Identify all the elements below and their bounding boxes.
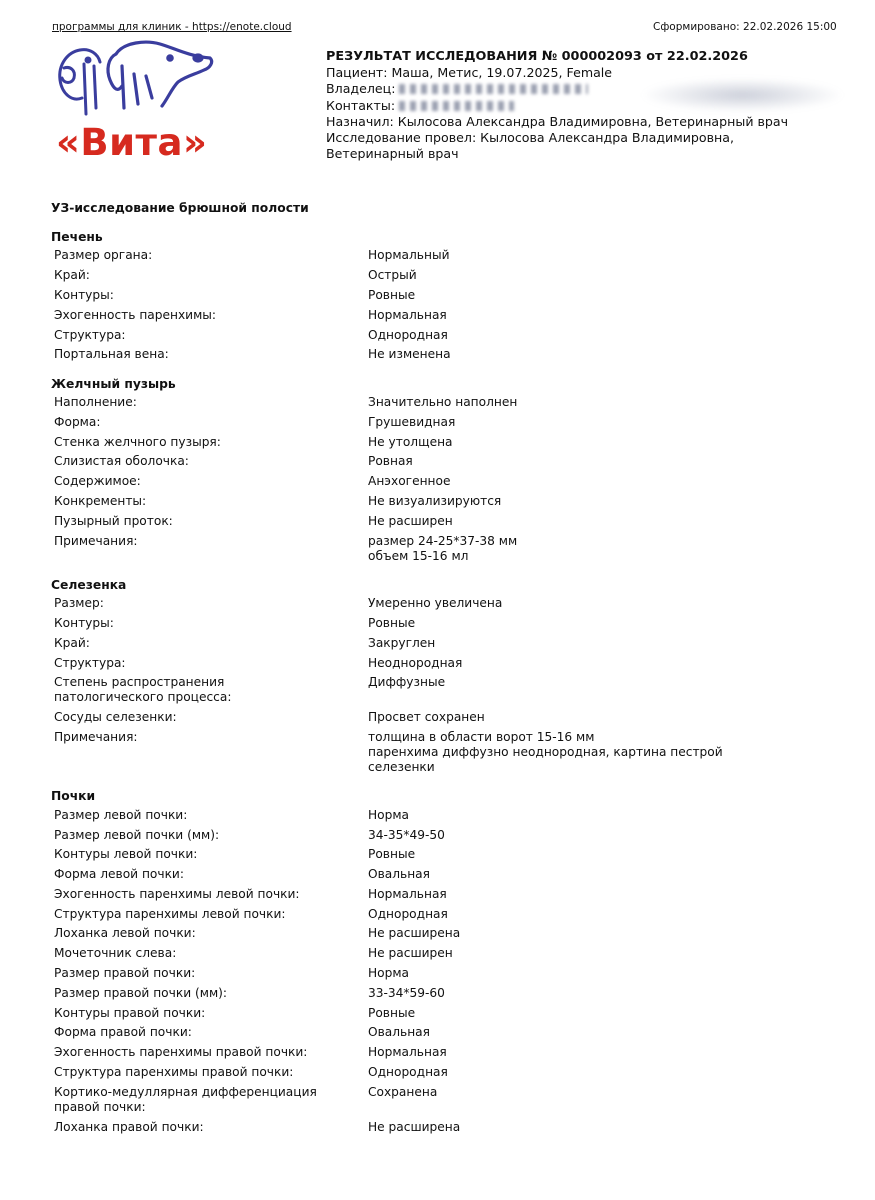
result-title: РЕЗУЛЬТАТ ИССЛЕДОВАНИЯ № 000002093 от 22.02.2026 bbox=[326, 49, 748, 64]
row-label: Структура паренхимы правой почки: bbox=[54, 1064, 294, 1079]
report-row bbox=[51, 594, 851, 614]
row-value: Диффузные bbox=[368, 675, 446, 690]
row-label: Примечания: bbox=[54, 730, 138, 745]
report-row bbox=[51, 492, 851, 512]
report-row bbox=[51, 325, 851, 345]
parrot-icon bbox=[60, 50, 100, 114]
report-row bbox=[51, 246, 851, 266]
row-label: Пузырный проток: bbox=[54, 513, 173, 528]
row-value: Неоднородная bbox=[368, 655, 463, 670]
row-label: Слизистая оболочка: bbox=[54, 454, 189, 469]
report-row bbox=[51, 708, 851, 728]
row-value: Ровные bbox=[368, 287, 416, 302]
report-row bbox=[51, 266, 851, 286]
row-label: Содержимое: bbox=[54, 474, 141, 489]
report-row bbox=[51, 412, 851, 432]
row-label: Структура паренхимы левой почки: bbox=[54, 906, 286, 921]
report-row bbox=[51, 393, 851, 413]
report-section bbox=[51, 788, 851, 1137]
row-label: Контуры: bbox=[54, 616, 114, 631]
row-value: Нормальная bbox=[368, 1045, 447, 1060]
report-row bbox=[51, 1003, 851, 1023]
report-row bbox=[51, 1043, 851, 1063]
report-content bbox=[51, 229, 851, 1148]
row-value: Не утолщена bbox=[368, 434, 453, 449]
row-value: 34-35*49-50 bbox=[368, 827, 445, 842]
redaction-blur bbox=[640, 78, 845, 112]
report-row bbox=[51, 432, 851, 452]
report-section bbox=[51, 229, 851, 365]
row-value: Ровная bbox=[368, 454, 413, 469]
report-section bbox=[51, 577, 851, 777]
row-label: Край: bbox=[54, 268, 90, 283]
patient-line: Пациент: Маша, Метис, 19.07.2025, Female bbox=[326, 65, 613, 81]
owner-label: Владелец: bbox=[326, 81, 400, 97]
row-label: Размер правой почки (мм): bbox=[54, 985, 227, 1000]
row-value: Анэхогенное bbox=[368, 474, 451, 489]
row-label: Эхогенность паренхимы: bbox=[54, 307, 217, 322]
row-value: Не визуализируются bbox=[368, 493, 502, 508]
row-value: Ровные bbox=[368, 1005, 416, 1020]
row-value: Острый bbox=[368, 268, 417, 283]
performed-line-2: Ветеринарный врач bbox=[326, 146, 459, 162]
section-title: Селезенка bbox=[51, 577, 127, 592]
row-label: Контуры: bbox=[54, 287, 114, 302]
row-value: Нормальная bbox=[368, 886, 447, 901]
row-value: Просвет сохранен bbox=[368, 710, 485, 725]
report-row bbox=[51, 904, 851, 924]
row-label: Размер левой почки: bbox=[54, 807, 188, 822]
row-label: Наполнение: bbox=[54, 395, 137, 410]
section-title: Почки bbox=[51, 789, 96, 804]
assigned-line: Назначил: Кылосова Александра Владимировна, Ветеринарный врач bbox=[326, 113, 789, 129]
report-row bbox=[51, 286, 851, 306]
row-value: Нормальная bbox=[368, 307, 447, 322]
row-value: размер 24-25*37-38 мм объем 15-16 мл bbox=[368, 533, 518, 563]
report-row bbox=[51, 924, 851, 944]
row-label: Примечания: bbox=[54, 533, 138, 548]
row-value: Норма bbox=[368, 807, 410, 822]
row-label: Мочеточник слева: bbox=[54, 946, 177, 961]
row-label: Форма правой почки: bbox=[54, 1025, 192, 1040]
section-title: Печень bbox=[51, 230, 103, 244]
report-row bbox=[51, 944, 851, 964]
row-value: Не расширена bbox=[368, 1119, 461, 1134]
row-label: Конкременты: bbox=[54, 493, 147, 508]
report-row bbox=[51, 614, 851, 634]
row-label: Размер органа: bbox=[54, 248, 153, 263]
generated-timestamp: Сформировано: 22.02.2026 15:00 bbox=[653, 21, 837, 33]
report-row bbox=[51, 845, 851, 865]
row-label: Кортико-медуллярная дифференциация правой почки: bbox=[54, 1084, 317, 1114]
row-value: Закруглен bbox=[368, 635, 436, 650]
row-label: Контуры правой почки: bbox=[54, 1005, 206, 1020]
row-value: Не расширен bbox=[368, 513, 453, 528]
row-value: Овальная bbox=[368, 1025, 430, 1040]
row-label: Стенка желчного пузыря: bbox=[54, 434, 221, 449]
row-label: Форма левой почки: bbox=[54, 867, 184, 882]
row-value: Значительно наполнен bbox=[368, 395, 518, 410]
report-row bbox=[51, 728, 851, 778]
top-link[interactable]: программы для клиник - https://enote.cloud bbox=[52, 21, 292, 33]
row-label: Размер левой почки (мм): bbox=[54, 827, 220, 842]
report-row bbox=[51, 634, 851, 654]
row-label: Размер правой почки: bbox=[54, 966, 196, 981]
contacts-label: Контакты: bbox=[326, 97, 400, 113]
row-label: Край: bbox=[54, 635, 90, 650]
owner-redacted bbox=[399, 81, 588, 96]
section-title: Желчный пузырь bbox=[51, 376, 176, 391]
row-label: Контуры левой почки: bbox=[54, 847, 198, 862]
report-row bbox=[51, 673, 851, 708]
report-row bbox=[51, 885, 851, 905]
row-value: Грушевидная bbox=[368, 414, 456, 429]
row-label: Лоханка левой почки: bbox=[54, 926, 196, 941]
row-value: Однородная bbox=[368, 906, 448, 921]
report-row bbox=[51, 825, 851, 845]
row-value: Норма bbox=[368, 966, 410, 981]
row-value: Не расширен bbox=[368, 946, 453, 961]
document-title: УЗ-исследование брюшной полости bbox=[51, 201, 309, 215]
row-value: Однородная bbox=[368, 327, 448, 342]
report-row bbox=[51, 345, 851, 365]
report-row bbox=[51, 1082, 851, 1117]
report-row bbox=[51, 1023, 851, 1043]
row-label: Размер: bbox=[54, 596, 104, 611]
row-value: Сохранена bbox=[368, 1084, 438, 1099]
performed-line-1: Исследование провел: Кылосова Александра Владимировна, bbox=[326, 130, 734, 146]
report-row bbox=[51, 305, 851, 325]
report-row bbox=[51, 452, 851, 472]
row-label: Лоханка правой почки: bbox=[54, 1119, 204, 1134]
report-row bbox=[51, 531, 851, 566]
row-label: Эхогенность паренхимы левой почки: bbox=[54, 886, 300, 901]
row-value: Овальная bbox=[368, 867, 430, 882]
row-label: Степень распространения патологического процесса: bbox=[54, 675, 232, 705]
row-value: Ровные bbox=[368, 616, 416, 631]
row-label: Структура: bbox=[54, 655, 126, 670]
report-section bbox=[51, 376, 851, 566]
report-row bbox=[51, 653, 851, 673]
report-row bbox=[51, 472, 851, 492]
row-label: Форма: bbox=[54, 414, 101, 429]
row-value: 33-34*59-60 bbox=[368, 985, 445, 1000]
report-row bbox=[51, 1063, 851, 1083]
report-row bbox=[51, 511, 851, 531]
report-row bbox=[51, 983, 851, 1003]
row-value: Не расширена bbox=[368, 926, 461, 941]
report-row bbox=[51, 1117, 851, 1137]
row-label: Портальная вена: bbox=[54, 347, 169, 362]
report-row bbox=[51, 964, 851, 984]
row-label: Сосуды селезенки: bbox=[54, 710, 177, 725]
contacts-redacted bbox=[399, 98, 514, 113]
row-value: Нормальный bbox=[368, 248, 450, 263]
row-label: Эхогенность паренхимы правой почки: bbox=[54, 1045, 308, 1060]
row-value: Ровные bbox=[368, 847, 416, 862]
row-value: Умеренно увеличена bbox=[368, 596, 503, 611]
row-value: Не изменена bbox=[368, 347, 451, 362]
row-value: толщина в области ворот 15-16 мм паренхима диффузно неоднородная, картина пестрой селезенки bbox=[368, 730, 723, 775]
clinic-logo-text: «Вита» bbox=[56, 121, 208, 164]
dog-icon bbox=[108, 42, 212, 108]
report-row bbox=[51, 865, 851, 885]
row-value: Однородная bbox=[368, 1064, 448, 1079]
row-label: Структура: bbox=[54, 327, 126, 342]
report-row bbox=[51, 805, 851, 825]
